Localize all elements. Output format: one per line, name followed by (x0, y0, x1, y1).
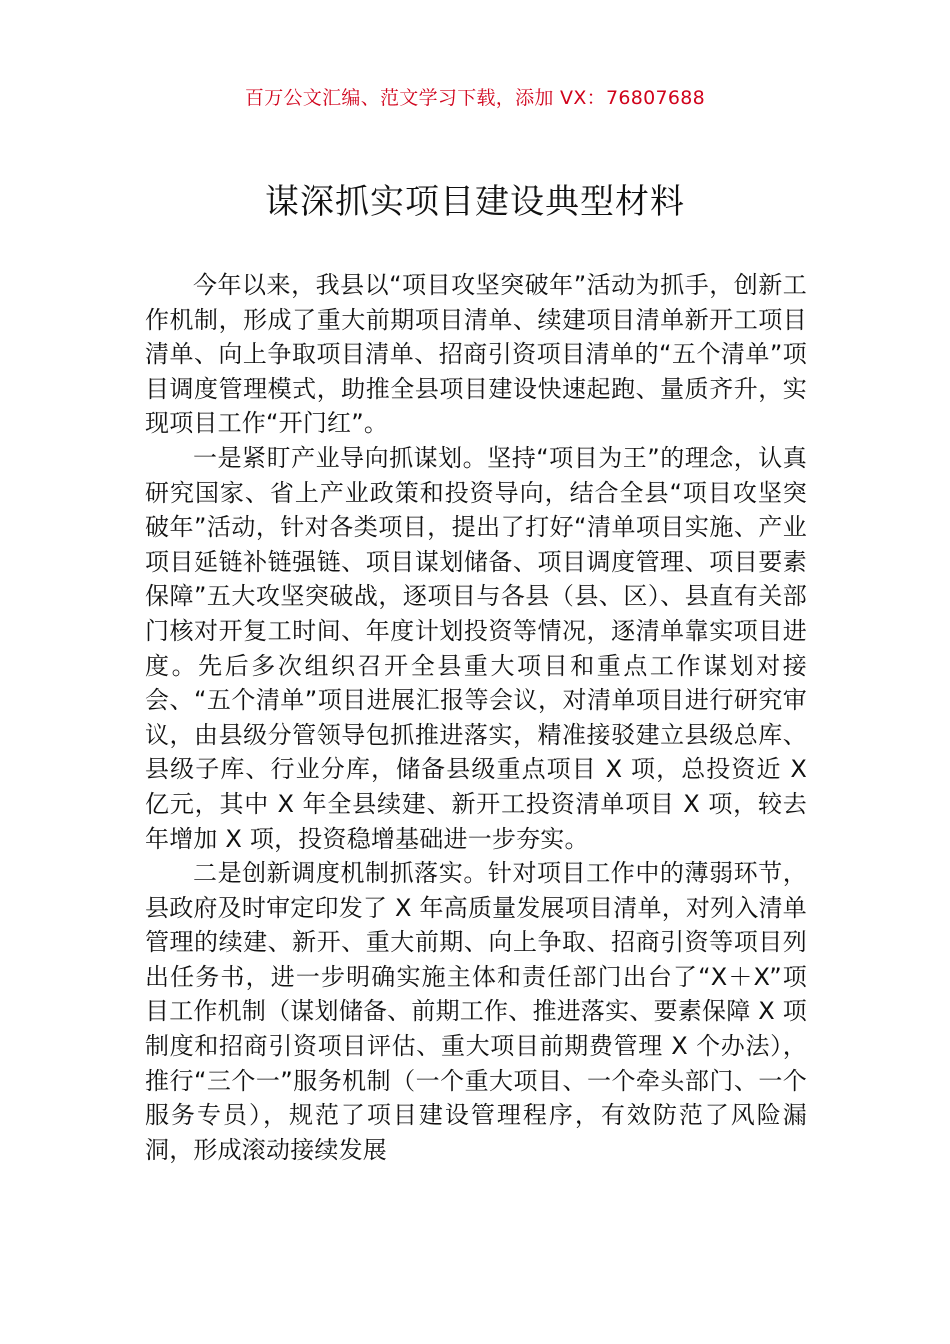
document-body (145, 268, 807, 1167)
document-title: 谋深抓实项目建设典型材料 (265, 182, 685, 222)
paragraph-scheduling: 二是创新调度机制抓落实。针对项目工作中的薄弱环节，县政府及时审定印发了 X 年高质量发展项目清单，对列入清单管理的续建、新开、重大前期、向上争取、招商引资等项目列出任务书，进一步明确实施主体和责任部门出台了“X＋X”项目工作机制（谋划储备、前期工作、推进落实、要素保障 X 项制度和招商引资项目评估、重大项目前期费管理 X 个办法），推行“三个一”服务机制（一个重大项目、一个牵头部门、一个服务专员），规范了项目建设管理程序，有效防范了风险漏洞，形成滚动接续发展 (145, 859, 807, 1164)
paragraph-planning: 一是紧盯产业导向抓谋划。坚持“项目为王”的理念，认真研究国家、省上产业政策和投资导向，结合全县“项目攻坚突破年”活动，针对各类项目，提出了打好“清单项目实施、产业项目延链补链强链、项目谋划储备、项目调度管理、项目要素保障”五大攻坚突破战，逐项目与各县（县、区）、县直有关部门核对开复工时间、年度计划投资等情况，逐清单靠实项目进度。先后多次组织召开全县重大项目和重点工作谋划对接会、“五个清单”项目进展汇报等会议，对清单项目进行研究审议，由县级分管领导包抓推进落实，精准接驳建立县级总库、县级子库、行业分库，储备县级重点项目 X 项，总投资近 X 亿元，其中 X 年全县续建、新开工投资清单项目 X 项，较去年增加 X 项，投资稳增基础进一步夯实。 (145, 443, 807, 853)
paragraph-intro: 今年以来，我县以“项目攻坚突破年”活动为抓手，创新工作机制，形成了重大前期项目清单、续建项目清单新开工项目清单、向上争取项目清单、招商引资项目清单的“五个清单”项目调度管理模式，助推全县项目建设快速起跑、量质齐升，实现项目工作“开门红”。 (145, 271, 807, 438)
header-watermark-note: 百万公文汇编、范文学习下载，添加 VX：76807688 (244, 87, 706, 109)
